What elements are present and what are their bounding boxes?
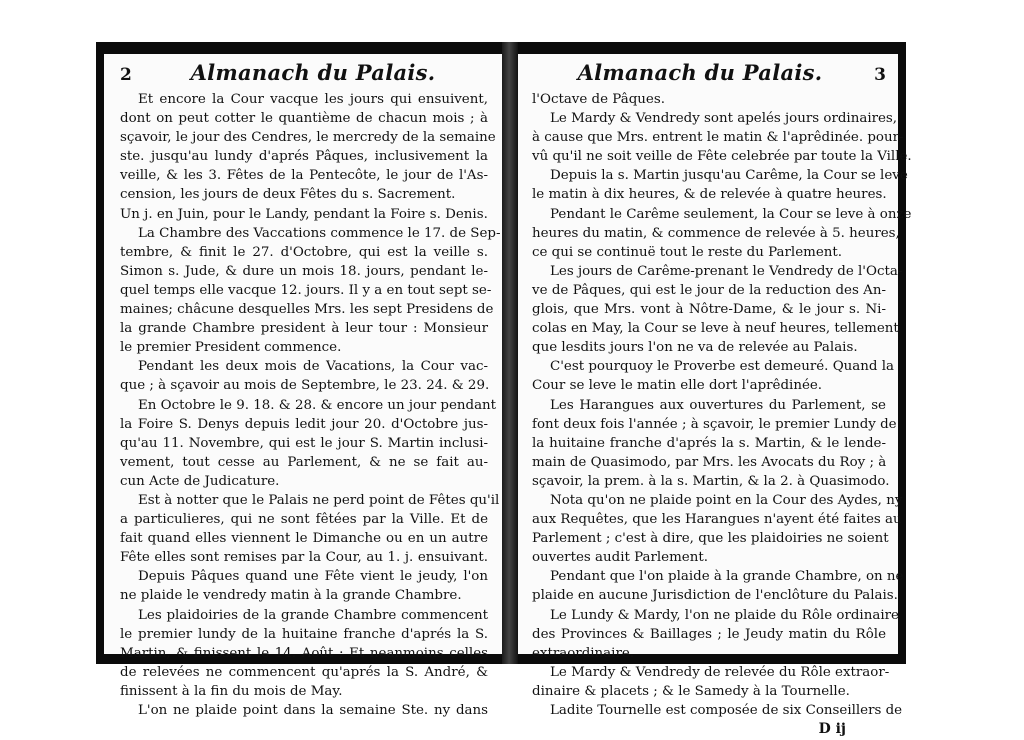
text-line: Cour se leve le matin elle dort l'aprêdinée.	[532, 378, 823, 394]
left-body-text	[120, 90, 501, 720]
text-line: finissent à la fin du mois de May.	[120, 683, 343, 699]
text-line: heures du matin, & commence de relevée à 5. heures,	[532, 225, 900, 241]
right-page	[518, 54, 912, 738]
text-line: a particulieres, qui ne sont fêtées par la Ville. Et de	[120, 512, 488, 528]
text-line: cension, les jours de deux Fêtes du s. Sacrement.	[120, 187, 456, 203]
text-line: colas en May, la Cour se leve à neuf heures, tellement	[532, 321, 899, 337]
running-head-title: Almanach du Palais.	[577, 60, 823, 85]
text-line: ouvertes audit Parlement.	[532, 550, 708, 566]
text-line: ce qui se continuë tout le reste du Parlement.	[532, 244, 843, 260]
text-line: Le Lundy & Mardy, l'on ne plaide du Rôle ordinaire	[550, 607, 899, 623]
left-page	[104, 54, 502, 718]
text-line: Pendant que l'on plaide à la grande Chambre, on ne	[550, 569, 904, 585]
running-head-title: Almanach du Palais.	[190, 60, 436, 85]
text-line: sçavoir, le jour des Cendres, le mercredy de la semaine	[120, 130, 496, 146]
text-line: C'est pourquoy le Proverbe est demeuré. Quand la	[550, 359, 894, 375]
text-line: dont on peut cotter le quantième de chacun mois ; à	[120, 111, 488, 127]
text-line: Fête elles sont remises par la Cour, au 1. j. ensuivant.	[120, 550, 488, 566]
text-line: ste. jusqu'au lundy d'aprés Pâques, inclusivement la	[120, 149, 488, 165]
text-line: main de Quasimodo, par Mrs. les Avocats du Roy ; à	[532, 454, 887, 470]
text-line: L'on ne plaide point dans la semaine Ste. ny dans	[138, 703, 488, 718]
text-line: Les Harangues aux ouvertures du Parlement, se	[550, 397, 886, 413]
right-body-text	[532, 90, 912, 720]
text-line: plaide en aucune Jurisdiction de l'enclôture du Palais.	[532, 588, 898, 604]
text-line: fait quand elles viennent le Dimanche ou en un autre	[120, 531, 488, 547]
text-line: La Chambre des Vaccations commence le 17. de Sep-	[138, 225, 501, 241]
text-line: à cause que Mrs. entrent le matin & l'aprêdinée. pour-	[532, 130, 904, 146]
book-gutter	[502, 42, 518, 664]
text-line: sçavoir, la prem. à la s. Martin, & la 2. à Quasimodo.	[532, 473, 890, 489]
text-line: Et encore la Cour vacque les jours qui ensuivent,	[138, 92, 488, 107]
text-line: vement, tout cesse au Parlement, & ne se fait au-	[120, 454, 488, 470]
text-line: aux Requêtes, que les Harangues n'ayent été faites au	[532, 512, 902, 528]
text-line: le matin à dix heures, & de relevée à quatre heures.	[532, 187, 887, 203]
text-line: cun Acte de Judicature.	[120, 473, 280, 489]
text-line: ne plaide le vendredy matin à la grande Chambre.	[120, 588, 462, 604]
text-line: la Foire S. Denys depuis ledit jour 20. d'Octobre jus-	[120, 416, 488, 432]
text-line: En Octobre le 9. 18. & 28. & encore un jour pendant	[138, 397, 497, 413]
text-line: Le Mardy & Vendredy sont apelés jours ordinaires,	[550, 111, 898, 127]
text-line: que lesdits jours l'on ne va de relevée au Palais.	[532, 340, 858, 356]
text-line: la huitaine franche d'aprés la s. Martin, & le lende-	[532, 435, 886, 451]
text-line: Est à notter que le Palais ne perd point de Fêtes qu'il	[138, 492, 500, 508]
text-line: Simon s. Jude, & dure un mois 18. jours, pendant le-	[120, 263, 488, 279]
text-line: la grande Chambre president à leur tour : Monsieur	[120, 321, 488, 337]
text-line: Le Mardy & Vendredy de relevée du Rôle extraor-	[550, 664, 890, 680]
text-line: vû qu'il ne soit veille de Fête celebrée par toute la Ville.	[532, 149, 912, 165]
right-running-head	[532, 60, 886, 88]
text-line: Pendant les deux mois de Vacations, la Cour vac-	[138, 359, 488, 375]
text-line: Les jours de Carême-prenant le Vendredy de l'Octa-	[550, 263, 903, 279]
text-line: extraordinaire.	[532, 645, 635, 661]
text-line: Un j. en Juin, pour le Landy, pendant la Foire s. Denis.	[120, 206, 488, 222]
signature-mark: D ij	[818, 721, 846, 738]
text-line: dinaire & placets ; & le Samedy à la Tournelle.	[532, 683, 850, 699]
text-line: qu'au 11. Novembre, qui est le jour S. Martin inclusi-	[120, 435, 488, 451]
text-line: ve de Pâques, qui est le jour de la reduction des An-	[532, 282, 886, 298]
text-line: Ladite Tournelle est composée de six Conseillers de	[550, 703, 903, 718]
text-line: tembre, & finit le 27. d'Octobre, qui est la veille s.	[120, 244, 488, 260]
text-line: des Provinces & Baillages ; le Jeudy matin du Rôle	[532, 626, 886, 642]
text-line: maines; châcune desquelles Mrs. les sept Presidens de	[120, 302, 494, 318]
book-spread	[96, 42, 912, 738]
text-line: veille, & les 3. Fêtes de la Pentecôte, le jour de l'As-	[120, 168, 488, 184]
text-line: Parlement ; c'est à dire, que les plaidoiries ne soient	[532, 531, 889, 547]
text-line: Les plaidoiries de la grande Chambre commencent	[138, 607, 488, 623]
left-running-head	[120, 60, 488, 88]
text-line: quel temps elle vacque 12. jours. Il y a en tout sept se-	[120, 282, 492, 298]
text-line: que ; à sçavoir au mois de Septembre, le 23. 24. & 29.	[120, 378, 490, 394]
text-line: font deux fois l'année ; à sçavoir, le premier Lundy de	[532, 416, 897, 432]
page-number: 2	[120, 65, 132, 85]
page-number: 3	[874, 65, 886, 85]
text-line: de relevées ne commencent qu'aprés la S. André, &	[120, 664, 488, 680]
text-line: Depuis la s. Martin jusqu'au Carême, la Cour se leve	[550, 168, 908, 184]
text-line: Martin, & finissent le 14. Août ; Et neanmoins celles	[120, 645, 488, 661]
text-line: Nota qu'on ne plaide point en la Cour des Aydes, ny	[550, 492, 903, 508]
text-line: Pendant le Carême seulement, la Cour se leve à onze	[550, 206, 912, 222]
text-line: Depuis Pâques quand une Fête vient le jeudy, l'on	[138, 569, 488, 585]
text-line: glois, que Mrs. vont à Nôtre-Dame, & le jour s. Ni-	[532, 302, 886, 318]
text-line: l'Octave de Pâques.	[532, 92, 665, 107]
text-line: le premier lundy de la huitaine franche d'aprés la S.	[120, 626, 488, 642]
text-line: le premier President commence.	[120, 340, 342, 356]
